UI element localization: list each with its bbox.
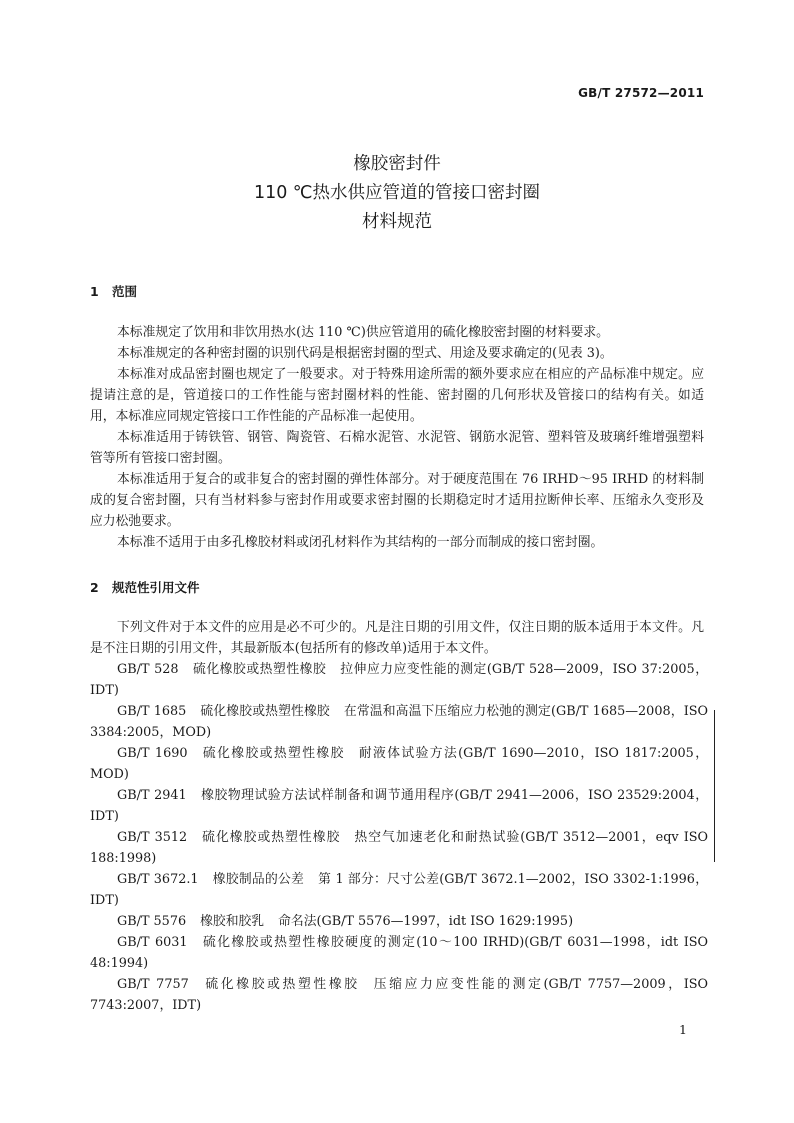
reference-code: GB/T 2941 <box>117 788 187 803</box>
reference-code: GB/T 5576 <box>117 914 187 929</box>
reference-name: 硫化橡胶或热塑性橡胶 <box>192 662 327 677</box>
margin-change-bar <box>714 710 715 862</box>
reference-code: GB/T 6031 <box>117 935 188 950</box>
page-number: 1 <box>679 1022 687 1037</box>
reference-title: 拉伸应力应变性能的测定(GB/T 528—2009，ISO 37:2005，IDT) <box>90 662 708 698</box>
reference-title: 在常温和高温下压缩应力松弛的测定(GB/T 1685—2008，ISO 3384:2005，MOD) <box>90 704 709 740</box>
title-line-2: 110 ℃热水供应管道的管接口密封圈 <box>253 183 541 203</box>
paragraph: 本标准不适用于由多孔橡胶材料或闭孔材料作为其结构的一部分而制成的接口密封圈。 <box>117 535 604 550</box>
reference-title: 命名法(GB/T 5576—1997，idt ISO 1629:1995) <box>278 914 574 929</box>
reference-item <box>90 974 708 1016</box>
reference-title: 硫化橡胶或热塑性橡胶硬度的测定(10～100 IRHD)(GB/T 6031—1998，idt ISO 48:1994) <box>90 935 709 971</box>
title-line-3: 材料规范 <box>362 212 432 232</box>
reference-item <box>90 785 708 827</box>
reference-name: 硫化橡胶或热塑性橡胶 <box>200 704 330 719</box>
reference-code: GB/T 1690 <box>117 746 188 761</box>
reference-code: GB/T 7757 <box>117 977 189 992</box>
reference-title: 热空气加速老化和耐热试验(GB/T 3512—2001，eqv ISO 188:1998) <box>90 830 709 866</box>
title-line-1: 橡胶密封件 <box>353 154 441 174</box>
reference-item <box>90 659 708 701</box>
section-1-heading <box>90 282 137 300</box>
reference-code: GB/T 1685 <box>117 704 187 719</box>
reference-name: 橡胶制品的公差 <box>212 872 305 887</box>
paragraph: 本标准规定的各种密封圈的识别代码是根据密封圈的型式、用途及要求确定的(见表 3)。 <box>117 346 613 361</box>
section-2-title: 规范性引用文件 <box>112 580 200 595</box>
reference-code: GB/T 3672.1 <box>117 872 199 887</box>
reference-item <box>90 827 708 869</box>
reference-name: 硫化橡胶或热塑性橡胶 <box>202 977 360 992</box>
reference-name: 硫化橡胶或热塑性橡胶 <box>201 830 341 845</box>
references-intro: 下列文件对于本文件的应用是必不可少的。凡是注日期的引用文件，仅注日期的版本适用于本文件。凡是不注日期的引用文件，其最新版本(包括所有的修改单)适用于本文件。 <box>90 620 704 656</box>
reference-title: 橡胶物理试验方法试样制备和调节通用程序(GB/T 2941—2006，ISO 23529:2004，IDT) <box>90 788 708 824</box>
reference-title: 第 1 部分：尺寸公差(GB/T 3672.1—2002，ISO 3302-1:1996，IDT) <box>90 872 708 908</box>
paragraph: 本标准对成品密封圈也规定了一般要求。对于特殊用途所需的额外要求应在相应的产品标准中规定。应提请注意的是，管道接口的工作性能与密封圈材料的性能、密封圈的几何形状及管接口的结构有关。如适用，本标准应同规定管接口工作性能的产品标准一起使用。 <box>90 367 704 424</box>
reference-name: 硫化橡胶或热塑性橡胶 <box>201 746 345 761</box>
section-2-heading <box>90 578 200 596</box>
paragraph: 本标准规定了饮用和非饮用热水(达 110 ℃)供应管道用的硫化橡胶密封圈的材料要求。 <box>117 325 609 340</box>
reference-item <box>90 743 708 785</box>
paragraph: 本标准适用于铸铁管、钢管、陶瓷管、石棉水泥管、水泥管、钢筋水泥管、塑料管及玻璃纤维增强塑料管等所有管接口密封圈。 <box>90 430 704 466</box>
reference-item <box>90 869 708 911</box>
reference-item <box>90 911 708 932</box>
document-title <box>0 150 794 237</box>
reference-item <box>90 701 708 743</box>
reference-item <box>90 932 708 974</box>
section-1-title: 范围 <box>112 284 138 299</box>
reference-title: 压缩应力应变性能的测定(GB/T 7757—2009，ISO 7743:2007，IDT) <box>90 977 709 1013</box>
reference-code: GB/T 528 <box>117 662 179 677</box>
reference-title: 耐液体试验方法(GB/T 1690—2010，ISO 1817:2005，MOD) <box>90 746 709 782</box>
standard-number: GB/T 27572—2011 <box>578 86 704 100</box>
paragraph: 本标准适用于复合的或非复合的密封圈的弹性体部分。对于硬度范围在 76 IRHD～95 IRHD 的材料制成的复合密封圈，只有当材料参与密封作用或要求密封圈的长期稳定时才适用拉断伸长率、压缩永久变形及应力松弛要求。 <box>90 472 704 529</box>
reference-code: GB/T 3512 <box>117 830 188 845</box>
section-1-number: 1 <box>90 284 99 299</box>
section-2-number: 2 <box>90 580 99 595</box>
reference-name: 橡胶和胶乳 <box>200 914 265 929</box>
